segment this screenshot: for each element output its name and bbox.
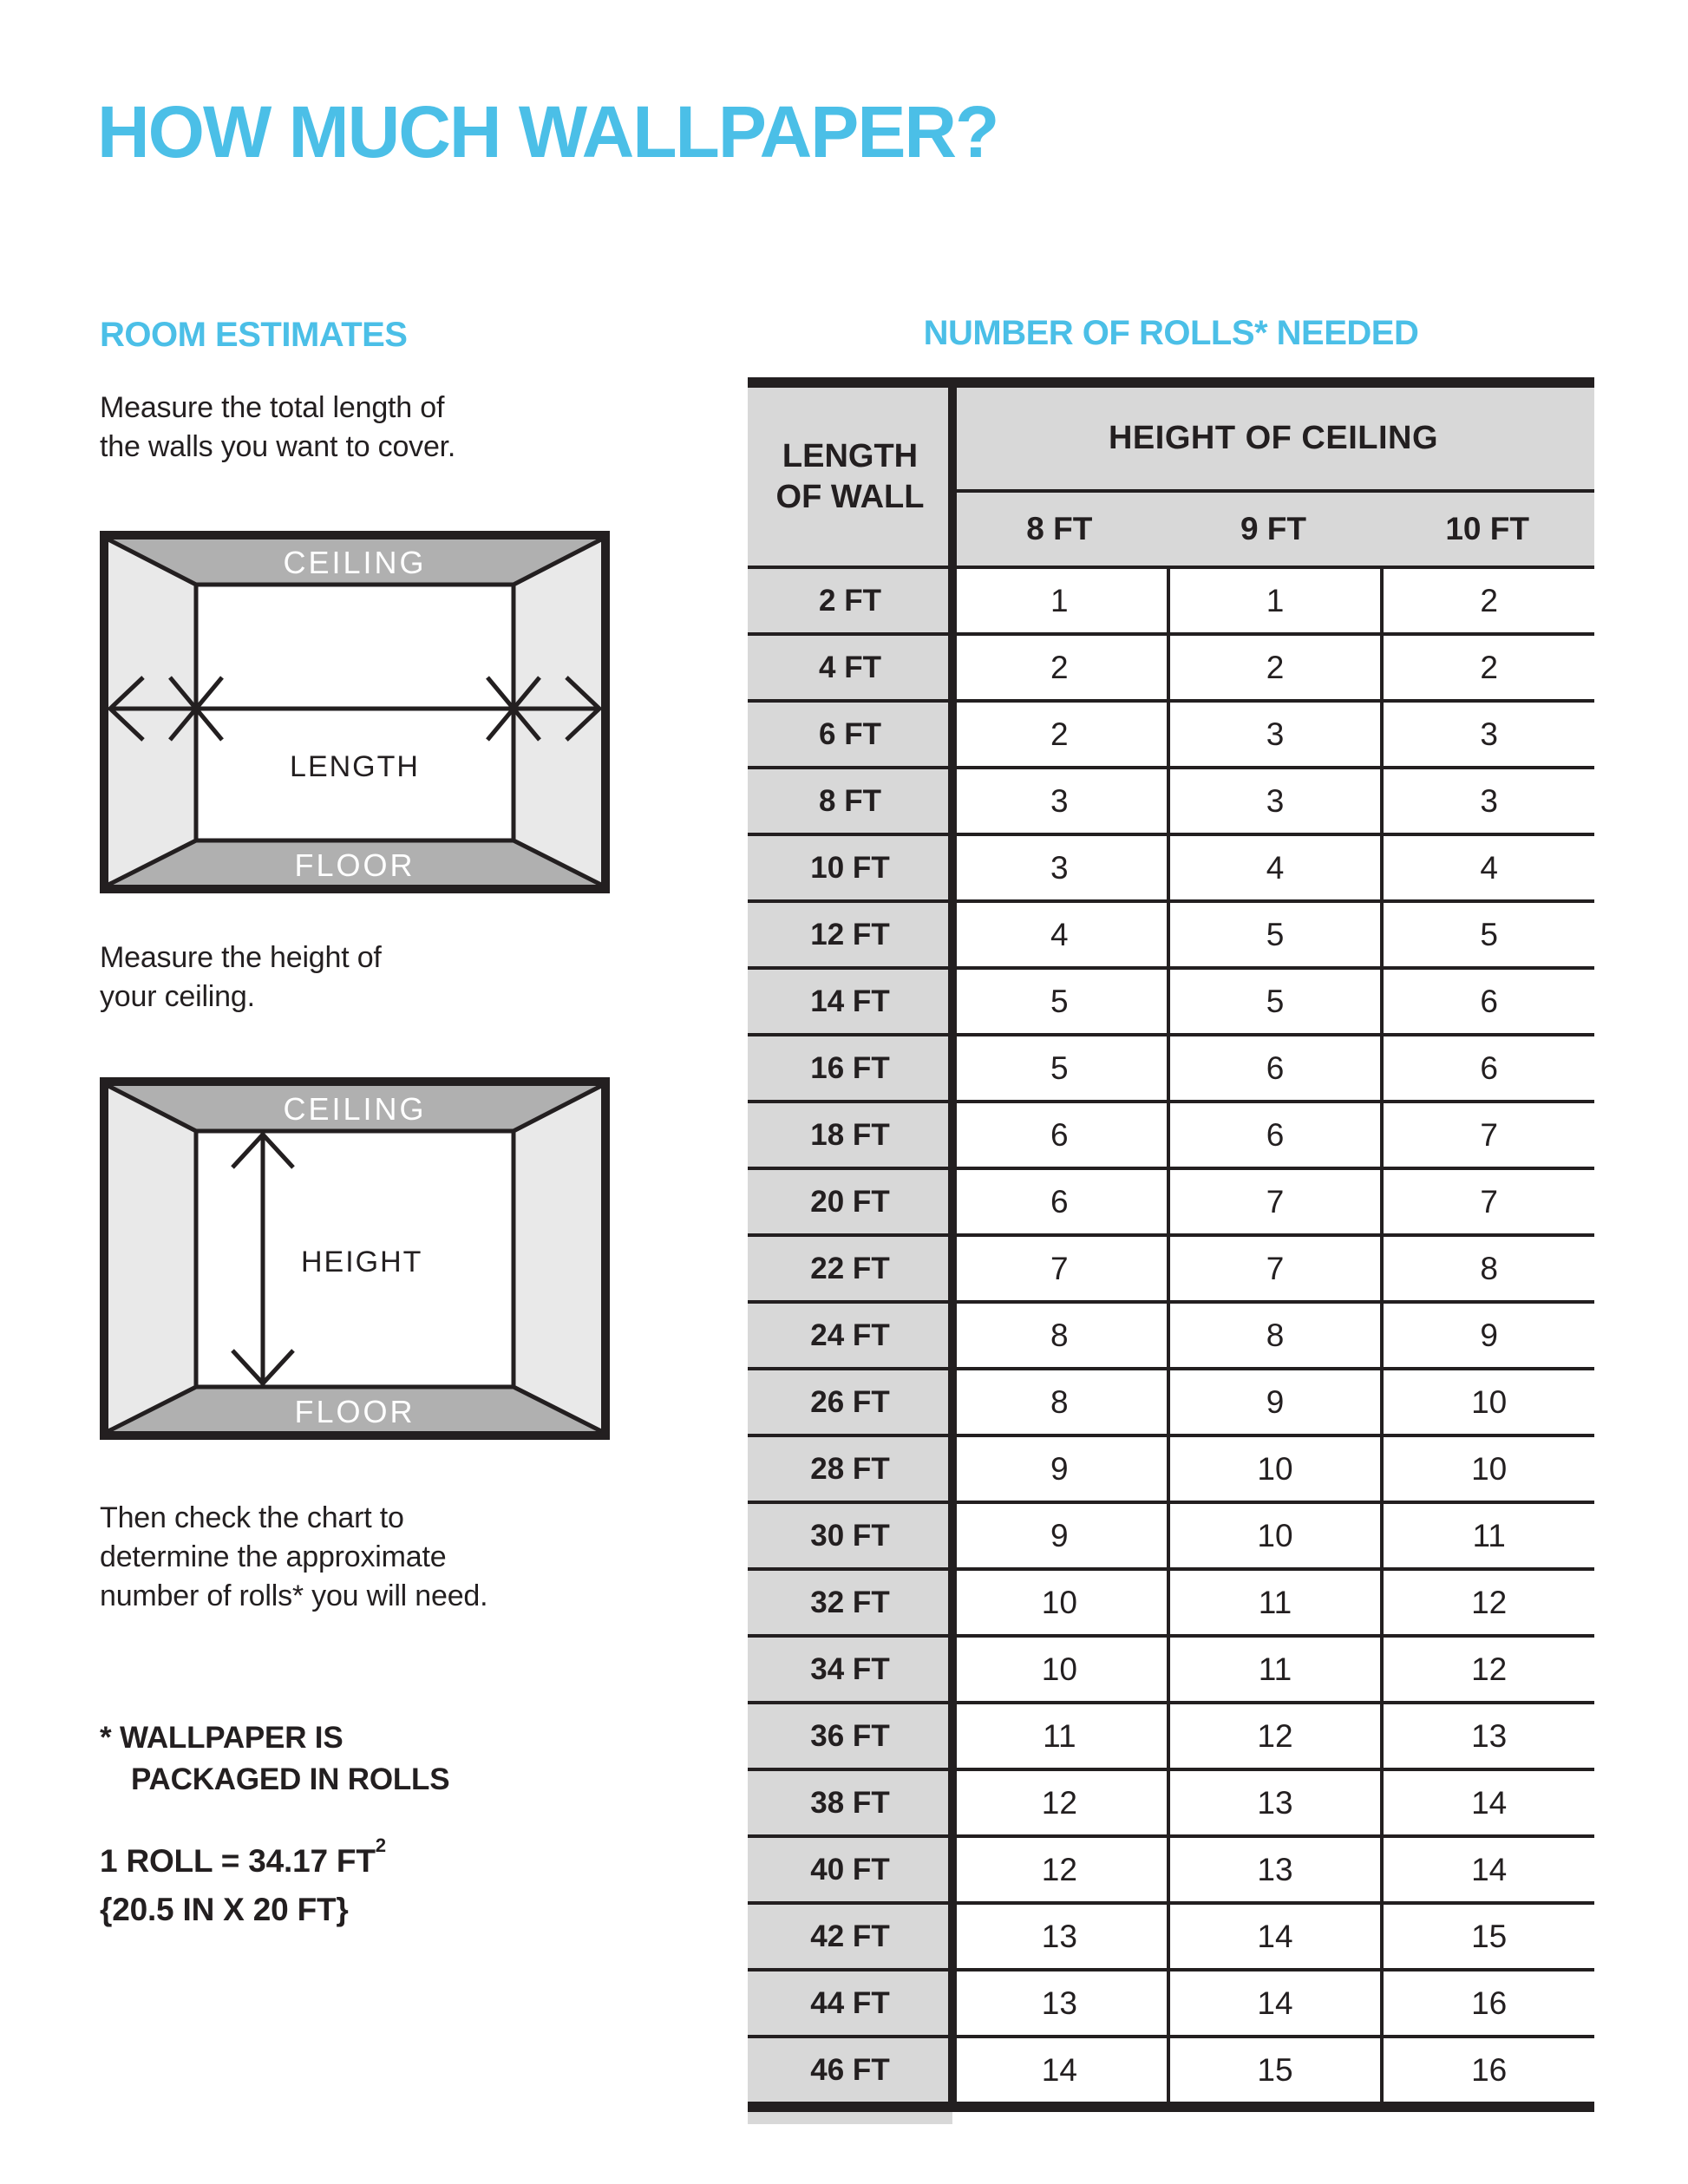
page-title: HOW MUCH WALLPAPER? <box>97 91 998 173</box>
wall-length-label: 42 FT <box>748 1905 952 1968</box>
roll-count-cell: 13 <box>1380 1704 1594 1768</box>
roll-count-cell: 16 <box>1380 2038 1594 2102</box>
column-divider-rule <box>948 388 957 2102</box>
roll-count-cell: 7 <box>1380 1170 1594 1233</box>
col-header-8ft: 8 FT <box>1026 511 1093 546</box>
instruction-line: Measure the total length of <box>100 391 445 424</box>
wall-length-label: 12 FT <box>748 903 952 966</box>
roll-count-cell: 11 <box>952 1704 1167 1768</box>
roll-count-cell: 7 <box>1167 1170 1381 1233</box>
roll-count-cell: 14 <box>952 2038 1167 2102</box>
roll-count-cell: 14 <box>1380 1838 1594 1901</box>
wall-length-label: 24 FT <box>748 1304 952 1367</box>
instruction-line: the walls you want to cover. <box>100 429 456 463</box>
roll-count-cell: 8 <box>1380 1237 1594 1300</box>
table-header <box>748 388 1594 566</box>
wall-length-label: 16 FT <box>748 1036 952 1100</box>
roll-count-cell: 1 <box>1167 569 1381 632</box>
roll-spec <box>100 1834 386 1933</box>
roll-count-cell: 3 <box>1167 703 1381 766</box>
roll-count-cell: 14 <box>1167 1971 1381 2035</box>
roll-count-cell: 7 <box>952 1237 1167 1300</box>
wall-length-label: 6 FT <box>748 703 952 766</box>
instruction-line: Then check the chart to <box>100 1501 404 1534</box>
table-row <box>748 1768 1594 1834</box>
roll-count-cell: 10 <box>952 1638 1167 1701</box>
roll-count-cell: 13 <box>952 1905 1167 1968</box>
roll-count-cell: 10 <box>1380 1437 1594 1501</box>
wall-length-label: 20 FT <box>748 1170 952 1233</box>
roll-count-cell: 9 <box>952 1437 1167 1501</box>
roll-count-cell: 8 <box>1167 1304 1381 1367</box>
wall-length-label: 22 FT <box>748 1237 952 1300</box>
roll-count-cell: 6 <box>952 1170 1167 1233</box>
wall-length-label: 30 FT <box>748 1504 952 1567</box>
roll-count-cell: 10 <box>952 1571 1167 1634</box>
roll-count-cell: 13 <box>952 1971 1167 2035</box>
roll-count-cell: 12 <box>1380 1571 1594 1634</box>
table-row <box>748 699 1594 766</box>
footnote-line: * WALLPAPER IS <box>100 1721 343 1755</box>
rolls-needed-heading: NUMBER OF ROLLS* NEEDED <box>923 314 1419 352</box>
roll-area-text: 1 ROLL = 34.17 $FT^2$ <box>100 1834 386 1879</box>
squared-sup: 2 <box>375 1834 386 1856</box>
ceiling-height-columns <box>952 493 1594 566</box>
roll-count-cell: 2 <box>1380 636 1594 699</box>
roll-count-cell: 2 <box>952 703 1167 766</box>
table-row <box>748 1167 1594 1233</box>
roll-count-cell: 9 <box>1167 1370 1381 1434</box>
table-row <box>748 899 1594 966</box>
roll-count-cell: 12 <box>952 1771 1167 1834</box>
table-row <box>748 1300 1594 1367</box>
roll-count-cell: 5 <box>1167 903 1381 966</box>
roll-count-cell: 4 <box>1167 836 1381 899</box>
floor-label: FLOOR <box>294 1394 415 1429</box>
table-row <box>748 1901 1594 1968</box>
wall-length-label: 38 FT <box>748 1771 952 1834</box>
wall-length-label: 10 FT <box>748 836 952 899</box>
gray-tail-strip <box>748 2112 952 2124</box>
left-wall-panel <box>108 539 196 885</box>
table-row <box>748 1233 1594 1300</box>
right-wall-panel <box>514 539 601 885</box>
roll-count-cell: 5 <box>1167 970 1381 1033</box>
wall-length-label: 44 FT <box>748 1971 952 2035</box>
roll-count-cell: 5 <box>952 970 1167 1033</box>
table-row <box>748 632 1594 699</box>
instruction-measure-height <box>100 938 382 1017</box>
roll-count-cell: 9 <box>1380 1304 1594 1367</box>
roll-count-cell: 6 <box>1167 1036 1381 1100</box>
room-height-diagram <box>100 1077 610 1440</box>
roll-count-cell: 12 <box>1380 1638 1594 1701</box>
ceiling-header-group <box>952 388 1594 566</box>
roll-count-cell: 13 <box>1167 1771 1381 1834</box>
left-wall-panel <box>108 1086 196 1431</box>
table-row <box>748 1701 1594 1768</box>
roll-count-cell: 12 <box>952 1838 1167 1901</box>
height-label: HEIGHT <box>301 1246 423 1278</box>
roll-count-cell: 6 <box>952 1103 1167 1167</box>
table-row <box>748 1434 1594 1501</box>
roll-count-cell: 2 <box>952 636 1167 699</box>
wall-length-label: 32 FT <box>748 1571 952 1634</box>
ceiling-label: CEILING <box>283 545 427 580</box>
roll-count-cell: 13 <box>1167 1838 1381 1901</box>
roll-count-cell: 7 <box>1380 1103 1594 1167</box>
wall-length-label: 26 FT <box>748 1370 952 1434</box>
roll-count-cell: 14 <box>1380 1771 1594 1834</box>
wall-length-label: 4 FT <box>748 636 952 699</box>
roll-count-cell: 1 <box>952 569 1167 632</box>
roll-dimensions-text: {20.5 IN X 20 FT} <box>100 1891 349 1927</box>
col-header-line: LENGTH <box>782 438 919 475</box>
roll-count-cell: 10 <box>1167 1437 1381 1501</box>
roll-count-cell: 11 <box>1167 1571 1381 1634</box>
roll-count-cell: 3 <box>952 769 1167 833</box>
roll-count-cell: 10 <box>1380 1370 1594 1434</box>
roll-count-cell: 3 <box>1380 703 1594 766</box>
col-header-9ft: 9 FT <box>1240 511 1307 546</box>
roll-count-cell: 8 <box>952 1304 1167 1367</box>
roll-count-cell: 10 <box>1167 1504 1381 1567</box>
instruction-line: number of rolls* you will need. <box>100 1579 488 1612</box>
roll-count-cell: 2 <box>1380 569 1594 632</box>
table-row <box>748 1033 1594 1100</box>
rolls-table <box>748 377 1594 2112</box>
length-label: LENGTH <box>290 750 420 783</box>
roll-count-cell: 16 <box>1380 1971 1594 2035</box>
wall-length-label: 36 FT <box>748 1704 952 1768</box>
col-header-line: OF WALL <box>775 478 925 515</box>
col-header-length-of-wall <box>748 388 952 566</box>
wall-length-label: 18 FT <box>748 1103 952 1167</box>
table-row <box>748 1634 1594 1701</box>
roll-count-cell: 14 <box>1167 1905 1381 1968</box>
table-row <box>748 766 1594 833</box>
wall-length-label: 40 FT <box>748 1838 952 1901</box>
table-row <box>748 2035 1594 2102</box>
col-group-header-height-of-ceiling: HEIGHT OF CEILING <box>952 388 1594 493</box>
instruction-line: Measure the height of <box>100 941 382 974</box>
roll-count-cell: 3 <box>1380 769 1594 833</box>
roll-count-cell: 3 <box>1167 769 1381 833</box>
roll-count-cell: 6 <box>1380 970 1594 1033</box>
roll-count-cell: 3 <box>952 836 1167 899</box>
instruction-line: determine the approximate <box>100 1540 447 1573</box>
back-wall <box>196 585 514 840</box>
roll-count-cell: 15 <box>1167 2038 1381 2102</box>
roll-count-cell: 5 <box>952 1036 1167 1100</box>
wall-length-label: 2 FT <box>748 569 952 632</box>
roll-count-cell: 11 <box>1167 1638 1381 1701</box>
roll-count-cell: 9 <box>952 1504 1167 1567</box>
instruction-line: your ceiling. <box>100 979 255 1013</box>
roll-count-cell: 8 <box>952 1370 1167 1434</box>
instruction-measure-length <box>100 389 455 467</box>
roll-count-cell: 15 <box>1380 1905 1594 1968</box>
roll-count-cell: 2 <box>1167 636 1381 699</box>
wall-length-label: 46 FT <box>748 2038 952 2102</box>
table-body <box>748 566 1594 2102</box>
table-row <box>748 1367 1594 1434</box>
room-estimates-heading: ROOM ESTIMATES <box>100 316 408 354</box>
roll-count-cell: 4 <box>952 903 1167 966</box>
table-row <box>748 566 1594 632</box>
wall-length-label: 28 FT <box>748 1437 952 1501</box>
roll-count-cell: 6 <box>1380 1036 1594 1100</box>
floor-label: FLOOR <box>294 847 415 883</box>
roll-count-cell: 11 <box>1380 1504 1594 1567</box>
roll-count-cell: 4 <box>1380 836 1594 899</box>
roll-count-cell: 6 <box>1167 1103 1381 1167</box>
right-wall-panel <box>514 1086 601 1431</box>
roll-count-cell: 7 <box>1167 1237 1381 1300</box>
ceiling-label: CEILING <box>283 1091 427 1127</box>
table-row <box>748 1100 1594 1167</box>
wall-length-label: 8 FT <box>748 769 952 833</box>
table-row <box>748 966 1594 1033</box>
roll-count-cell: 12 <box>1167 1704 1381 1768</box>
wall-length-label: 34 FT <box>748 1638 952 1701</box>
table-row <box>748 1567 1594 1634</box>
wall-length-label: 14 FT <box>748 970 952 1033</box>
table-row <box>748 1501 1594 1567</box>
table-row <box>748 1968 1594 2035</box>
footnote-line: PACKAGED IN ROLLS <box>131 1762 450 1797</box>
rolls-footnote <box>100 1717 449 1801</box>
table-row <box>748 833 1594 899</box>
room-length-diagram <box>100 531 610 893</box>
instruction-check-chart <box>100 1499 487 1616</box>
table-row <box>748 1834 1594 1901</box>
roll-count-cell: 5 <box>1380 903 1594 966</box>
col-header-10ft: 10 FT <box>1445 511 1529 546</box>
